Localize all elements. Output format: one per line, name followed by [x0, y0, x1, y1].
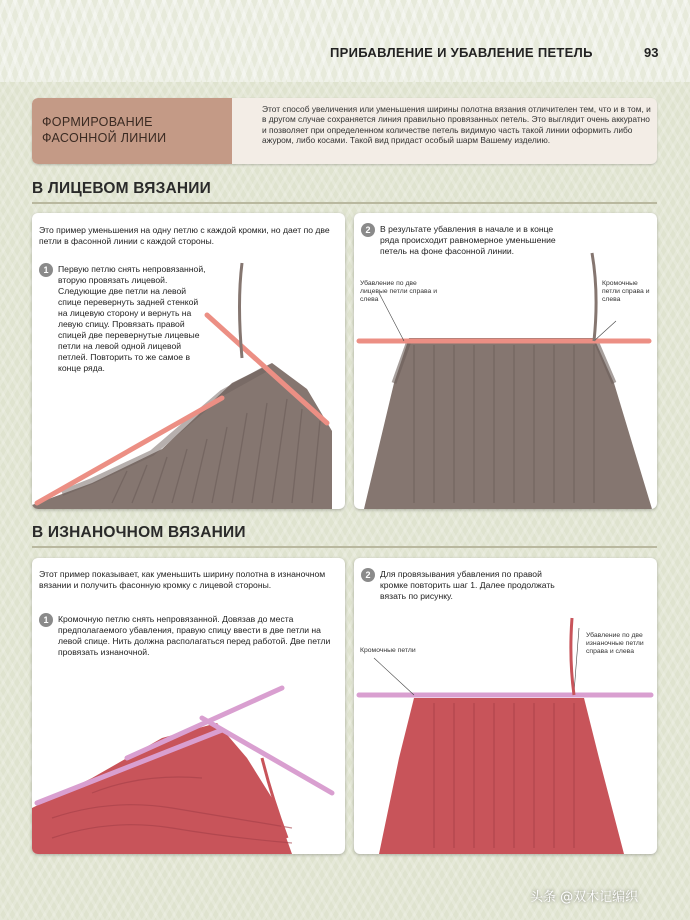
knit-card-1-step: Первую петлю снять непровязанной, вторую провязать лицевой. Следующие две петли на левой спице перевернуть задней стенкой на лицевую сторону и вернуть на левую спицу. Провязать правой спицей две перевернутые лицевые петли на левой одной лицевой петлей. Повторить то же самое в конце ряда.: [58, 264, 206, 373]
purl-card-1-lead: Этот пример показывает, как уменьшить ширину полотна в изнаночном вязании и получить фасонную кромку с лицевой стороны.: [39, 569, 326, 590]
step-badge: 1: [39, 263, 53, 277]
watermark: 头条 @双木记编织: [530, 890, 639, 905]
section-rule: [32, 546, 657, 548]
knit-card-2: [354, 213, 657, 509]
knit-swatch-illustration: [32, 213, 345, 509]
step-badge: 1: [39, 613, 53, 627]
purl-swatch-illustration: [32, 558, 345, 854]
annotation-left: Кромочные петли: [360, 647, 416, 654]
section-title-purl: В ИЗНАНОЧНОМ ВЯЗАНИИ: [32, 524, 246, 541]
knit-swatch-illustration: [354, 213, 657, 509]
running-head: ПРИБАВЛЕНИЕ И УБАВЛЕНИЕ ПЕТЕЛЬ: [330, 45, 593, 60]
intro-label-line1: ФОРМИРОВАНИЕ: [42, 115, 153, 129]
purl-swatch-illustration: [354, 558, 657, 854]
section-rule: [32, 202, 657, 204]
header-strip: [0, 0, 690, 82]
step-badge: 2: [361, 568, 375, 582]
purl-card-2: [354, 558, 657, 854]
knit-card-2-step: В результате убавления в начале и в конце ряда происходит равномерное уменьшение петель на фоне фасонной линии.: [380, 224, 556, 256]
section-title-knit: В ЛИЦЕВОМ ВЯЗАНИИ: [32, 180, 211, 197]
annotation-right: Кромочные петли справа и слева: [602, 280, 650, 304]
intro-box: [32, 98, 657, 164]
intro-label: [32, 98, 232, 164]
annotation-right: Убавление по две изнаночные петли справа и слева: [586, 632, 644, 656]
purl-card-2-step: Для провязывания убавления по правой кромке повторить шаг 1. Далее продолжать вязать по рисунку.: [380, 569, 555, 601]
purl-card-1-step: Кромочную петлю снять непровязанной. Довязав до места предполагаемого убавления, правую спицу ввести в две петли на левой спице. Нить должна располагаться перед работой. Две петли провязать изнаночной.: [58, 614, 331, 657]
step-badge: 2: [361, 223, 375, 237]
intro-text: Этот способ увеличения или уменьшения ширины полотна вязания отличителен тем, что и в том, и в другом случае сохраняется линия правильно провязанных петель. Это выглядит очень аккуратно и позволяет при определенном количестве петель видимую часть такой линии оформить либо ажуром, либо косами. Такой вид придаст особый шарм Вашему изделию.: [262, 104, 651, 146]
page-number: 93: [644, 45, 659, 60]
annotation-left: Убавление по две лицевые петли справа и слева: [360, 280, 438, 304]
intro-label-line2: ФАСОННОЙ ЛИНИИ: [42, 131, 167, 145]
knit-card-1-lead: Это пример уменьшения на одну петлю с каждой кромки, но дает по две петли в фасонной линии с каждой стороны.: [39, 225, 330, 246]
purl-card-1: [32, 558, 345, 854]
knit-card-1: [32, 213, 345, 509]
